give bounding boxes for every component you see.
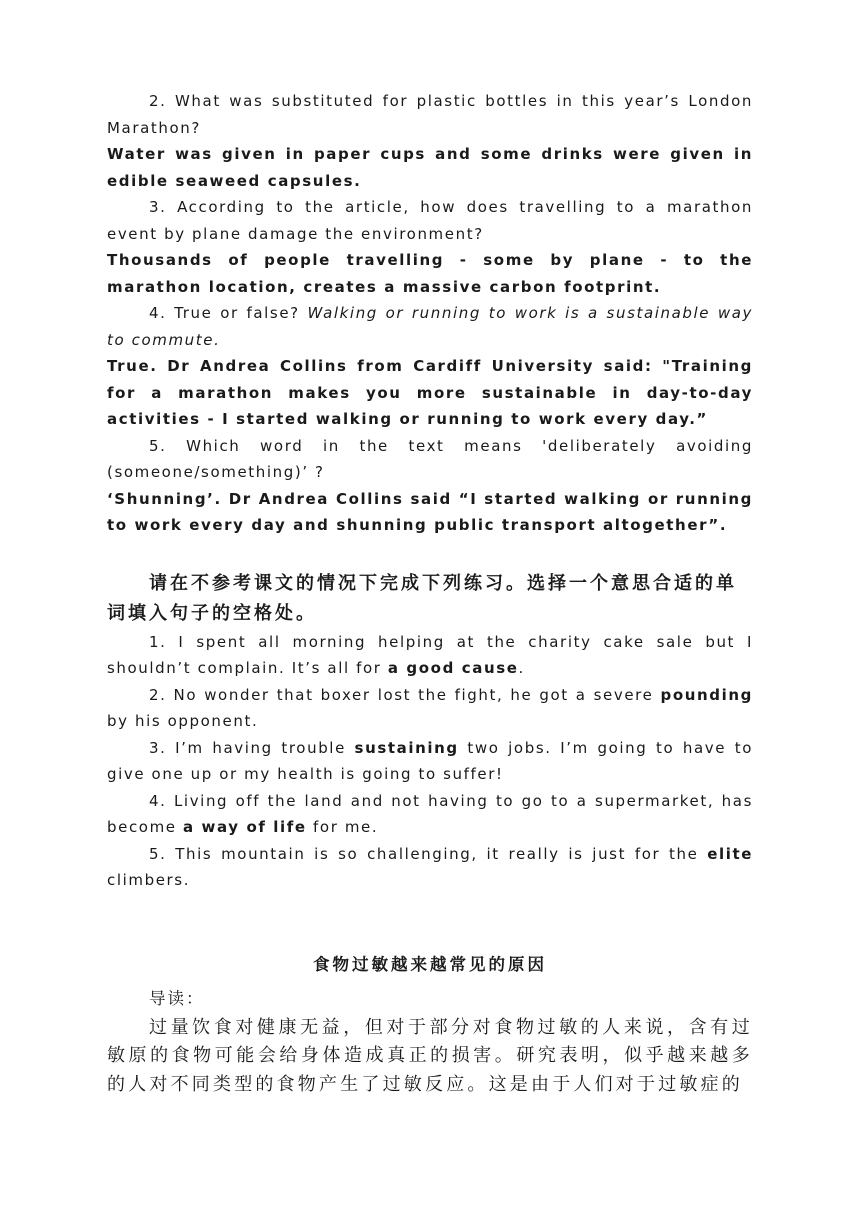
page-content — [107, 88, 753, 1099]
question-3: 3. According to the article, how does travelling to a marathon event by plane damage the environment? — [107, 198, 753, 243]
sentence-3-end: two jobs. I’m going to have to give one up or my health is going to suffer! — [107, 738, 753, 783]
sentence-4 — [107, 788, 753, 841]
question-4-prefix: 4. True or false? — [149, 304, 308, 322]
sentence-5-answer: elite — [707, 844, 753, 863]
sentence-3 — [107, 735, 753, 788]
intro-body: 过量饮食对健康无益，但对于部分对食物过敏的人来说，含有过敏原的食物可能会给身体造成真正的损害。研究表明，似乎越来越多的人对不同类型的食物产生了过敏反应。这是由于人们对于过敏症的 — [107, 1016, 753, 1095]
sentence-4-answer: a way of life — [182, 818, 307, 836]
sentence-5-end: climbers. — [107, 871, 191, 889]
sentence-1-end: . — [518, 659, 525, 677]
sentence-2-text: 2. No wonder that boxer lost the fight, he got a severe — [149, 685, 661, 704]
answer-5: ‘Shunning’. Dr Andrea Collins said “I started walking or running to work every day and shunning public transport altogether”. — [107, 489, 753, 534]
question-2: 2. What was substituted for plastic bottles in this year’s London Marathon? — [107, 92, 753, 137]
sentence-2 — [107, 682, 753, 735]
article-title: 食物过敏越来越常见的原因 — [313, 954, 547, 974]
sentence-3-answer: sustaining — [354, 738, 459, 757]
answer-2: Water was given in paper cups and some drinks were given in edible seaweed capsules. — [107, 145, 753, 190]
sentence-1-text: 1. I spent all morning helping at the charity cake sale but I shouldn’t complain. It’s all for — [107, 632, 753, 677]
sentence-1 — [107, 629, 753, 682]
sentence-3-text: 3. I’m having trouble — [149, 738, 355, 757]
sentence-5-text: 5. This mountain is so challenging, it really is just for the — [149, 844, 708, 863]
answer-4: True. Dr Andrea Collins from Cardiff University said: "Training for a marathon makes you more sustainable in day-to-day activities - I started walking or running to work every day.” — [107, 357, 753, 428]
sentence-4-end: for me. — [306, 818, 379, 836]
question-5: 5. Which word in the text means 'deliberately avoiding (someone/something)’ ? — [107, 436, 753, 481]
sentence-2-end: by his opponent. — [107, 712, 259, 730]
exercise-heading: 请在不参考课文的情况下完成下列练习。选择一个意思合适的单词填入句子的空格处。 — [107, 572, 737, 624]
sentence-4-text: 4. Living off the land and not having to go to a supermarket, has become — [107, 791, 753, 836]
sentence-5 — [107, 841, 753, 894]
sentence-2-answer: pounding — [660, 685, 753, 704]
sentence-1-answer: a good cause — [387, 659, 519, 677]
question-4 — [107, 300, 753, 353]
question-4-statement: Walking or running to work is a sustainable way to commute. — [107, 304, 753, 349]
answer-3: Thousands of people travelling - some by plane - to the marathon location, creates a massive carbon footprint. — [107, 251, 753, 296]
intro-label: 导读： — [149, 988, 205, 1008]
